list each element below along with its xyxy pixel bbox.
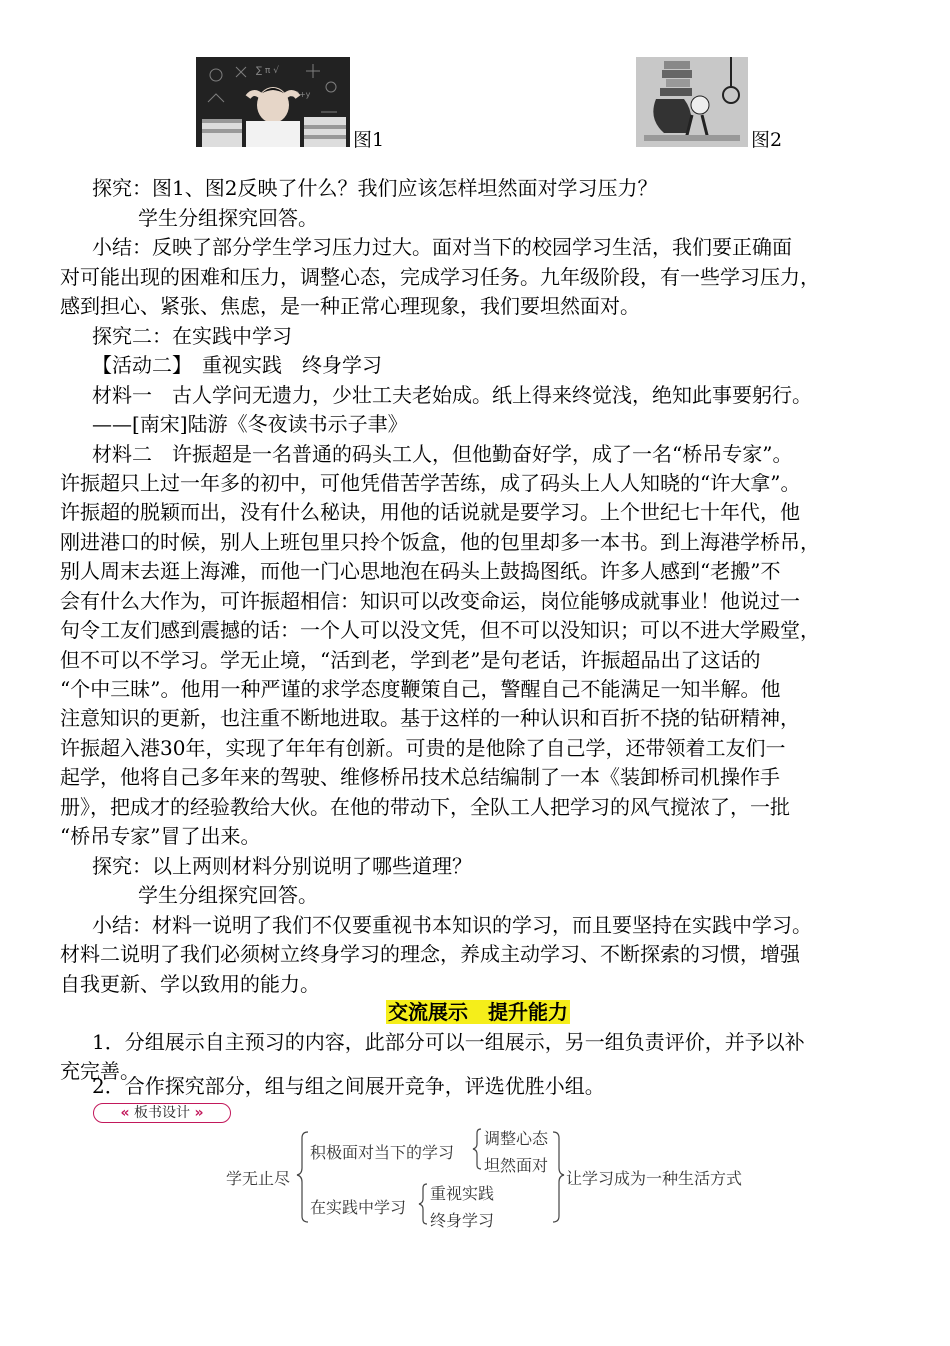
paragraph: 对可能出现的困难和压力，调整心态，完成学习任务。九年级阶段，有一些学习压力， bbox=[60, 265, 820, 289]
brace-main bbox=[297, 1132, 308, 1222]
paragraph: 但不可以不学习。学无止境，“活到老，学到老”是句老话，许振超品出了这话的 bbox=[60, 648, 761, 672]
paragraph: 许振超只上过一年多的初中，可他凭借苦学苦练，成了码头上人人知晓的“许大拿”。 bbox=[60, 471, 801, 495]
brace-branch-1 bbox=[473, 1129, 481, 1169]
board-branch-1-item: 坦然面对 bbox=[484, 1156, 549, 1175]
figure-1-caption: 图1 bbox=[353, 129, 385, 151]
paragraph: 小结：材料一说明了我们不仅要重视书本知识的学习，而且要坚持在实践中学习。 bbox=[92, 913, 812, 937]
board-branch-2: 在实践中学习 bbox=[310, 1198, 407, 1217]
paragraph: 许振超入港30年，实现了年年有创新。可贵的是他除了自己学，还带领着工友们一 bbox=[60, 736, 786, 760]
paragraph: 材料二 许振超是一名普通的码头工人，但他勤奋好学，成了一名“桥吊专家”。 bbox=[92, 442, 793, 466]
brace-right bbox=[553, 1132, 564, 1222]
paragraph: 感到担心、紧张、焦虑，是一种正常心理现象，我们要坦然面对。 bbox=[60, 294, 640, 318]
list-item: 1．分组展示自主预习的内容，此部分可以一组展示，另一组负责评价，并予以补 bbox=[92, 1030, 805, 1054]
paragraph: 自我更新、学以致用的能力。 bbox=[60, 972, 320, 996]
svg-text:∑ π √: ∑ π √ bbox=[256, 66, 279, 76]
section-heading-text: 交流展示 提升能力 bbox=[388, 1000, 568, 1024]
figure-2-caption: 图2 bbox=[751, 129, 783, 151]
citation: ——[南宋]陆游《冬夜读书示子聿》 bbox=[92, 412, 408, 436]
paragraph: “桥吊专家”冒了出来。 bbox=[60, 824, 261, 848]
brace-branch-2 bbox=[419, 1184, 427, 1224]
paragraph: 学生分组探究回答。 bbox=[138, 206, 318, 230]
right-arrow-icon: » bbox=[194, 1105, 204, 1121]
paragraph: 材料一 古人学问无遗力，少壮工夫老始成。纸上得来终觉浅，绝知此事要躬行。 bbox=[92, 383, 812, 407]
paragraph: 刚进港口的时候，别人上班包里只拎个饭盒，他的包里却多一本书。到上海港学桥吊， bbox=[60, 530, 820, 554]
paragraph: 注意知识的更新，也注重不断地进取。基于这样的一种认识和百折不挠的钻研精神， bbox=[60, 706, 800, 730]
paragraph: 别人周末去逛上海滩，而他一门心思地泡在码头上鼓捣图纸。许多人感到“老搬”不 bbox=[60, 559, 781, 583]
paragraph: 会有什么大作为，可许振超相信：知识可以改变命运，岗位能够成就事业！他说过一 bbox=[60, 589, 800, 613]
board-branch-1: 积极面对当下的学习 bbox=[310, 1143, 455, 1162]
board-design-label: 板书设计 bbox=[134, 1105, 190, 1121]
paragraph: 句令工友们感到震撼的话：一个人可以没文凭，但不可以没知识；可以不进大学殿堂， bbox=[60, 618, 820, 642]
board-branch-2-item: 终身学习 bbox=[430, 1211, 495, 1230]
board-conclusion: 让学习成为一种生活方式 bbox=[566, 1169, 743, 1188]
paragraph: 学生分组探究回答。 bbox=[138, 883, 318, 907]
paragraph: 探究二：在实践中学习 bbox=[92, 324, 292, 348]
board-root: 学无止尽 bbox=[226, 1169, 291, 1188]
svg-text:x²+y: x²+y bbox=[291, 90, 311, 99]
board-branch-1-item: 调整心态 bbox=[484, 1129, 549, 1148]
paragraph: 探究：图1、图2反映了什么？我们应该怎样坦然面对学习压力？ bbox=[92, 176, 658, 200]
list-item: 充完善。 bbox=[60, 1059, 140, 1083]
paragraph: 小结：反映了部分学生学习压力过大。面对当下的校园学习生活，我们要正确面 bbox=[92, 235, 792, 259]
paragraph: 册》，把成才的经验教给大伙。在他的带动下，全队工人把学习的风气搅浓了，一批 bbox=[60, 795, 790, 819]
left-arrow-icon: « bbox=[120, 1105, 130, 1121]
paragraph: 探究：以上两则材料分别说明了哪些道理？ bbox=[92, 854, 472, 878]
paragraph: 许振超的脱颖而出，没有什么秘诀，用他的话说就是要学习。上个世纪七十年代，他 bbox=[60, 500, 800, 524]
paragraph: “个中三昧”。他用一种严谨的求学态度鞭策自己，警醒自己不能满足一知半解。他 bbox=[60, 677, 781, 701]
paragraph: 起学，他将自己多年来的驾驶、维修桥吊技术总结编制了一本《装卸桥司机操作手 bbox=[60, 765, 780, 789]
list-item: 2．合作探究部分，组与组之间展开竞争，评选优胜小组。 bbox=[92, 1074, 605, 1098]
board-branch-2-item: 重视实践 bbox=[430, 1184, 495, 1203]
paragraph: 材料二说明了我们必须树立终身学习的理念，养成主动学习、不断探索的习惯，增强 bbox=[60, 942, 800, 966]
activity-heading: 【活动二】 重视实践 终身学习 bbox=[92, 353, 382, 377]
